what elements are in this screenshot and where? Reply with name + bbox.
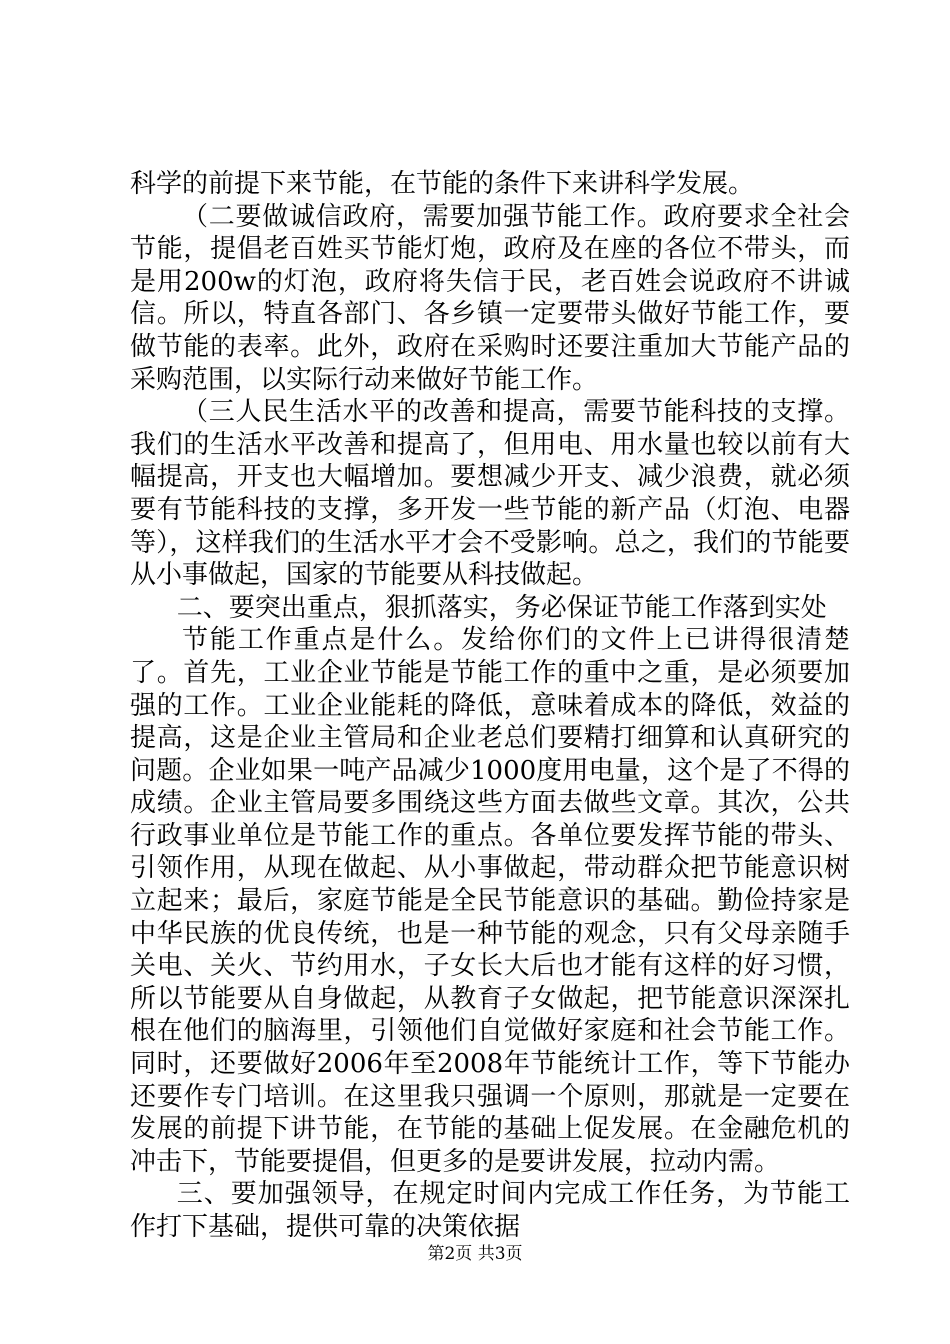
section-heading-three: 三、要加强领导，在规定时间内完成工作任务，为节能工作打下基础，提供可靠的决策依据 <box>130 1179 850 1242</box>
document-body <box>130 168 850 1244</box>
paragraph-key-points: 节能工作重点是什么。发给你们的文件上已讲得很清楚了。首先，工业企业节能是节能工作的重中之重，是必须要加强的工作。工业企业能耗的降低，意味着成本的降低，效益的提高，这是企业主管局和企业老总们要精打细算和认真研究的问题。企业如果一吨产品减少1000度用电量，这个是了不得的成绩。企业主管局要多围绕这些方面去做些文章。其次，公共行政事业单位是节能工作的重点。各单位要发挥节能的带头、引领作用，从现在做起、从小事做起，带动群众把节能意识树立起来；最后，家庭节能是全民节能意识的基础。勤俭持家是中华民族的优良传统，也是一种节能的观念，只有父母亲随手关电、关火、节约用水，子女长大后也才能有这样的好习惯，所以节能要从自身做起，从教育子女做起，把节能意识深深扎根在他们的脑海里，引领他们自觉做好家庭和社会节能工作。同时，还要做好2006年至2008年节能统计工作，等下节能办还要作专门培训。在这里我只强调一个原则，那就是一定要在发展的前提下讲节能，在节能的基础上促发展。在金融危机的冲击下，节能要提倡，但更多的是要讲发展，拉动内需。 <box>130 625 850 1177</box>
section-heading-two: 二、要突出重点，狠抓落实，务必保证节能工作落到实处 <box>176 592 827 623</box>
paragraph-integrity-government: （二要做诚信政府，需要加强节能工作。政府要求全社会节能，提倡老百姓买节能灯炮，政府及在座的各位不带头，而是用200w的灯泡，政府将失信于民，老百姓会说政府不讲诚信。所以，特直各部门、各乡镇一定要带头做好节能工作，要做节能的表率。此外，政府在采购时还要注重加大节能产品的采购范围，以实际行动来做好节能工作。 <box>130 201 850 395</box>
page-number-footer: 第2页 共3页 <box>427 1244 523 1264</box>
paragraph-continuation: 科学的前提下来节能，在节能的条件下来讲科学发展。 <box>130 169 755 199</box>
paragraph-living-standards: （三人民生活水平的改善和提高，需要节能科技的支撑。我们的生活水平改善和提高了，但用电、用水量也较以前有大幅提高，开支也大幅增加。要想减少开支、减少浪费，就必须要有节能科技的支撑，多开发一些节能的新产品（灯泡、电器等），这样我们的生活水平才会不受影响。总之，我们的节能要从小事做起，国家的节能要从科技做起。 <box>130 397 850 591</box>
